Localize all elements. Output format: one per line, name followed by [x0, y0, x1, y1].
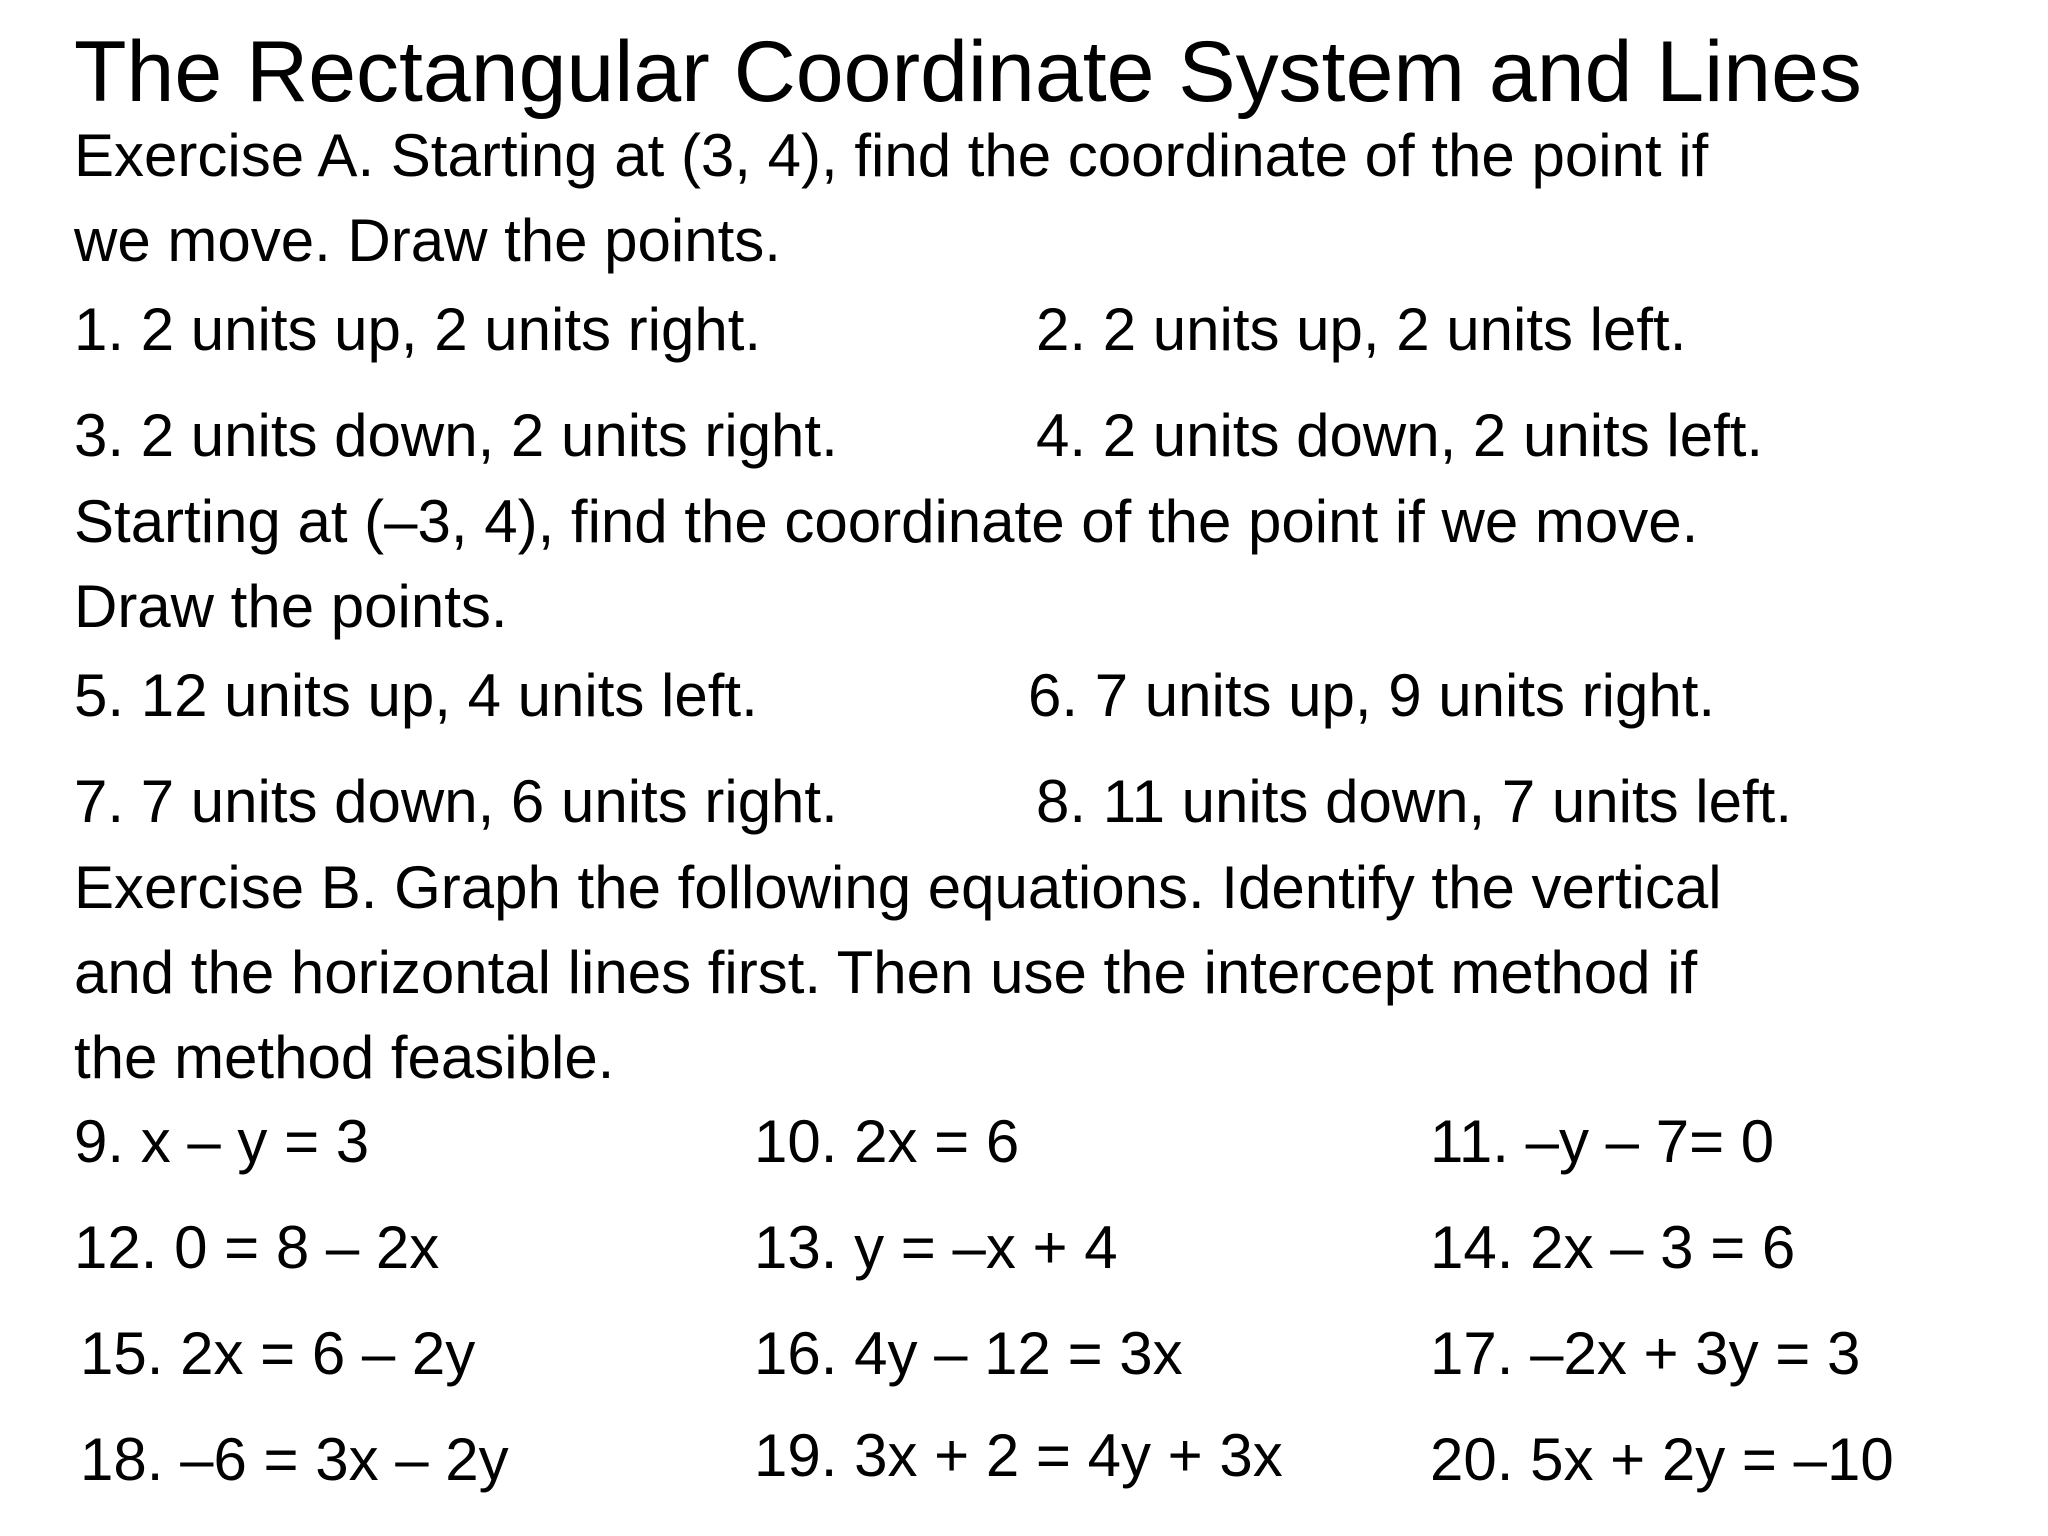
equation-18: 18. –6 = 3x – 2y: [80, 1426, 509, 1493]
exercise-a-item-3: 3. 2 units down, 2 units right.: [74, 402, 838, 469]
exercise-b-intro-line1: Exercise B. Graph the following equations. Identify the vertical: [74, 854, 1722, 921]
exercise-b-intro-line3: the method feasible.: [74, 1024, 615, 1091]
exercise-a-part2-line2: Draw the points.: [74, 573, 508, 640]
exercise-a-item-6: 6. 7 units up, 9 units right.: [1028, 662, 1716, 729]
equation-13: 13. y = –x + 4: [754, 1214, 1118, 1281]
equation-19: 19. 3x + 2 = 4y + 3x: [754, 1422, 1283, 1489]
exercise-a-item-4: 4. 2 units down, 2 units left.: [1036, 402, 1764, 469]
exercise-a-part2-line1: Starting at (–3, 4), find the coordinate of the point if we move.: [74, 488, 1699, 555]
exercise-b-intro-line2: and the horizontal lines first. Then use the intercept method if: [74, 939, 1698, 1006]
exercise-a-item-5: 5. 12 units up, 4 units left.: [74, 662, 758, 729]
equation-14: 14. 2x – 3 = 6: [1430, 1214, 1796, 1281]
exercise-a-item-7: 7. 7 units down, 6 units right.: [74, 768, 838, 835]
equation-20: 20. 5x + 2y = –10: [1430, 1426, 1894, 1493]
exercise-a-item-1: 1. 2 units up, 2 units right.: [74, 296, 762, 363]
equation-16: 16. 4y – 12 = 3x: [754, 1320, 1183, 1387]
equation-12: 12. 0 = 8 – 2x: [74, 1214, 440, 1281]
equation-10: 10. 2x = 6: [754, 1108, 1020, 1175]
equation-15: 15. 2x = 6 – 2y: [80, 1320, 476, 1387]
exercise-a-intro-line1: Exercise A. Starting at (3, 4), find the coordinate of the point if: [74, 122, 1709, 189]
equation-11: 11. –y – 7= 0: [1430, 1108, 1775, 1175]
equation-17: 17. –2x + 3y = 3: [1430, 1320, 1861, 1387]
exercise-a-item-8: 8. 11 units down, 7 units left.: [1036, 768, 1793, 835]
exercise-a-intro-line2: we move. Draw the points.: [74, 207, 781, 274]
equation-9: 9. x – y = 3: [74, 1108, 370, 1175]
exercise-a-item-2: 2. 2 units up, 2 units left.: [1036, 296, 1687, 363]
page-title: The Rectangular Coordinate System and Lines: [74, 24, 1862, 120]
